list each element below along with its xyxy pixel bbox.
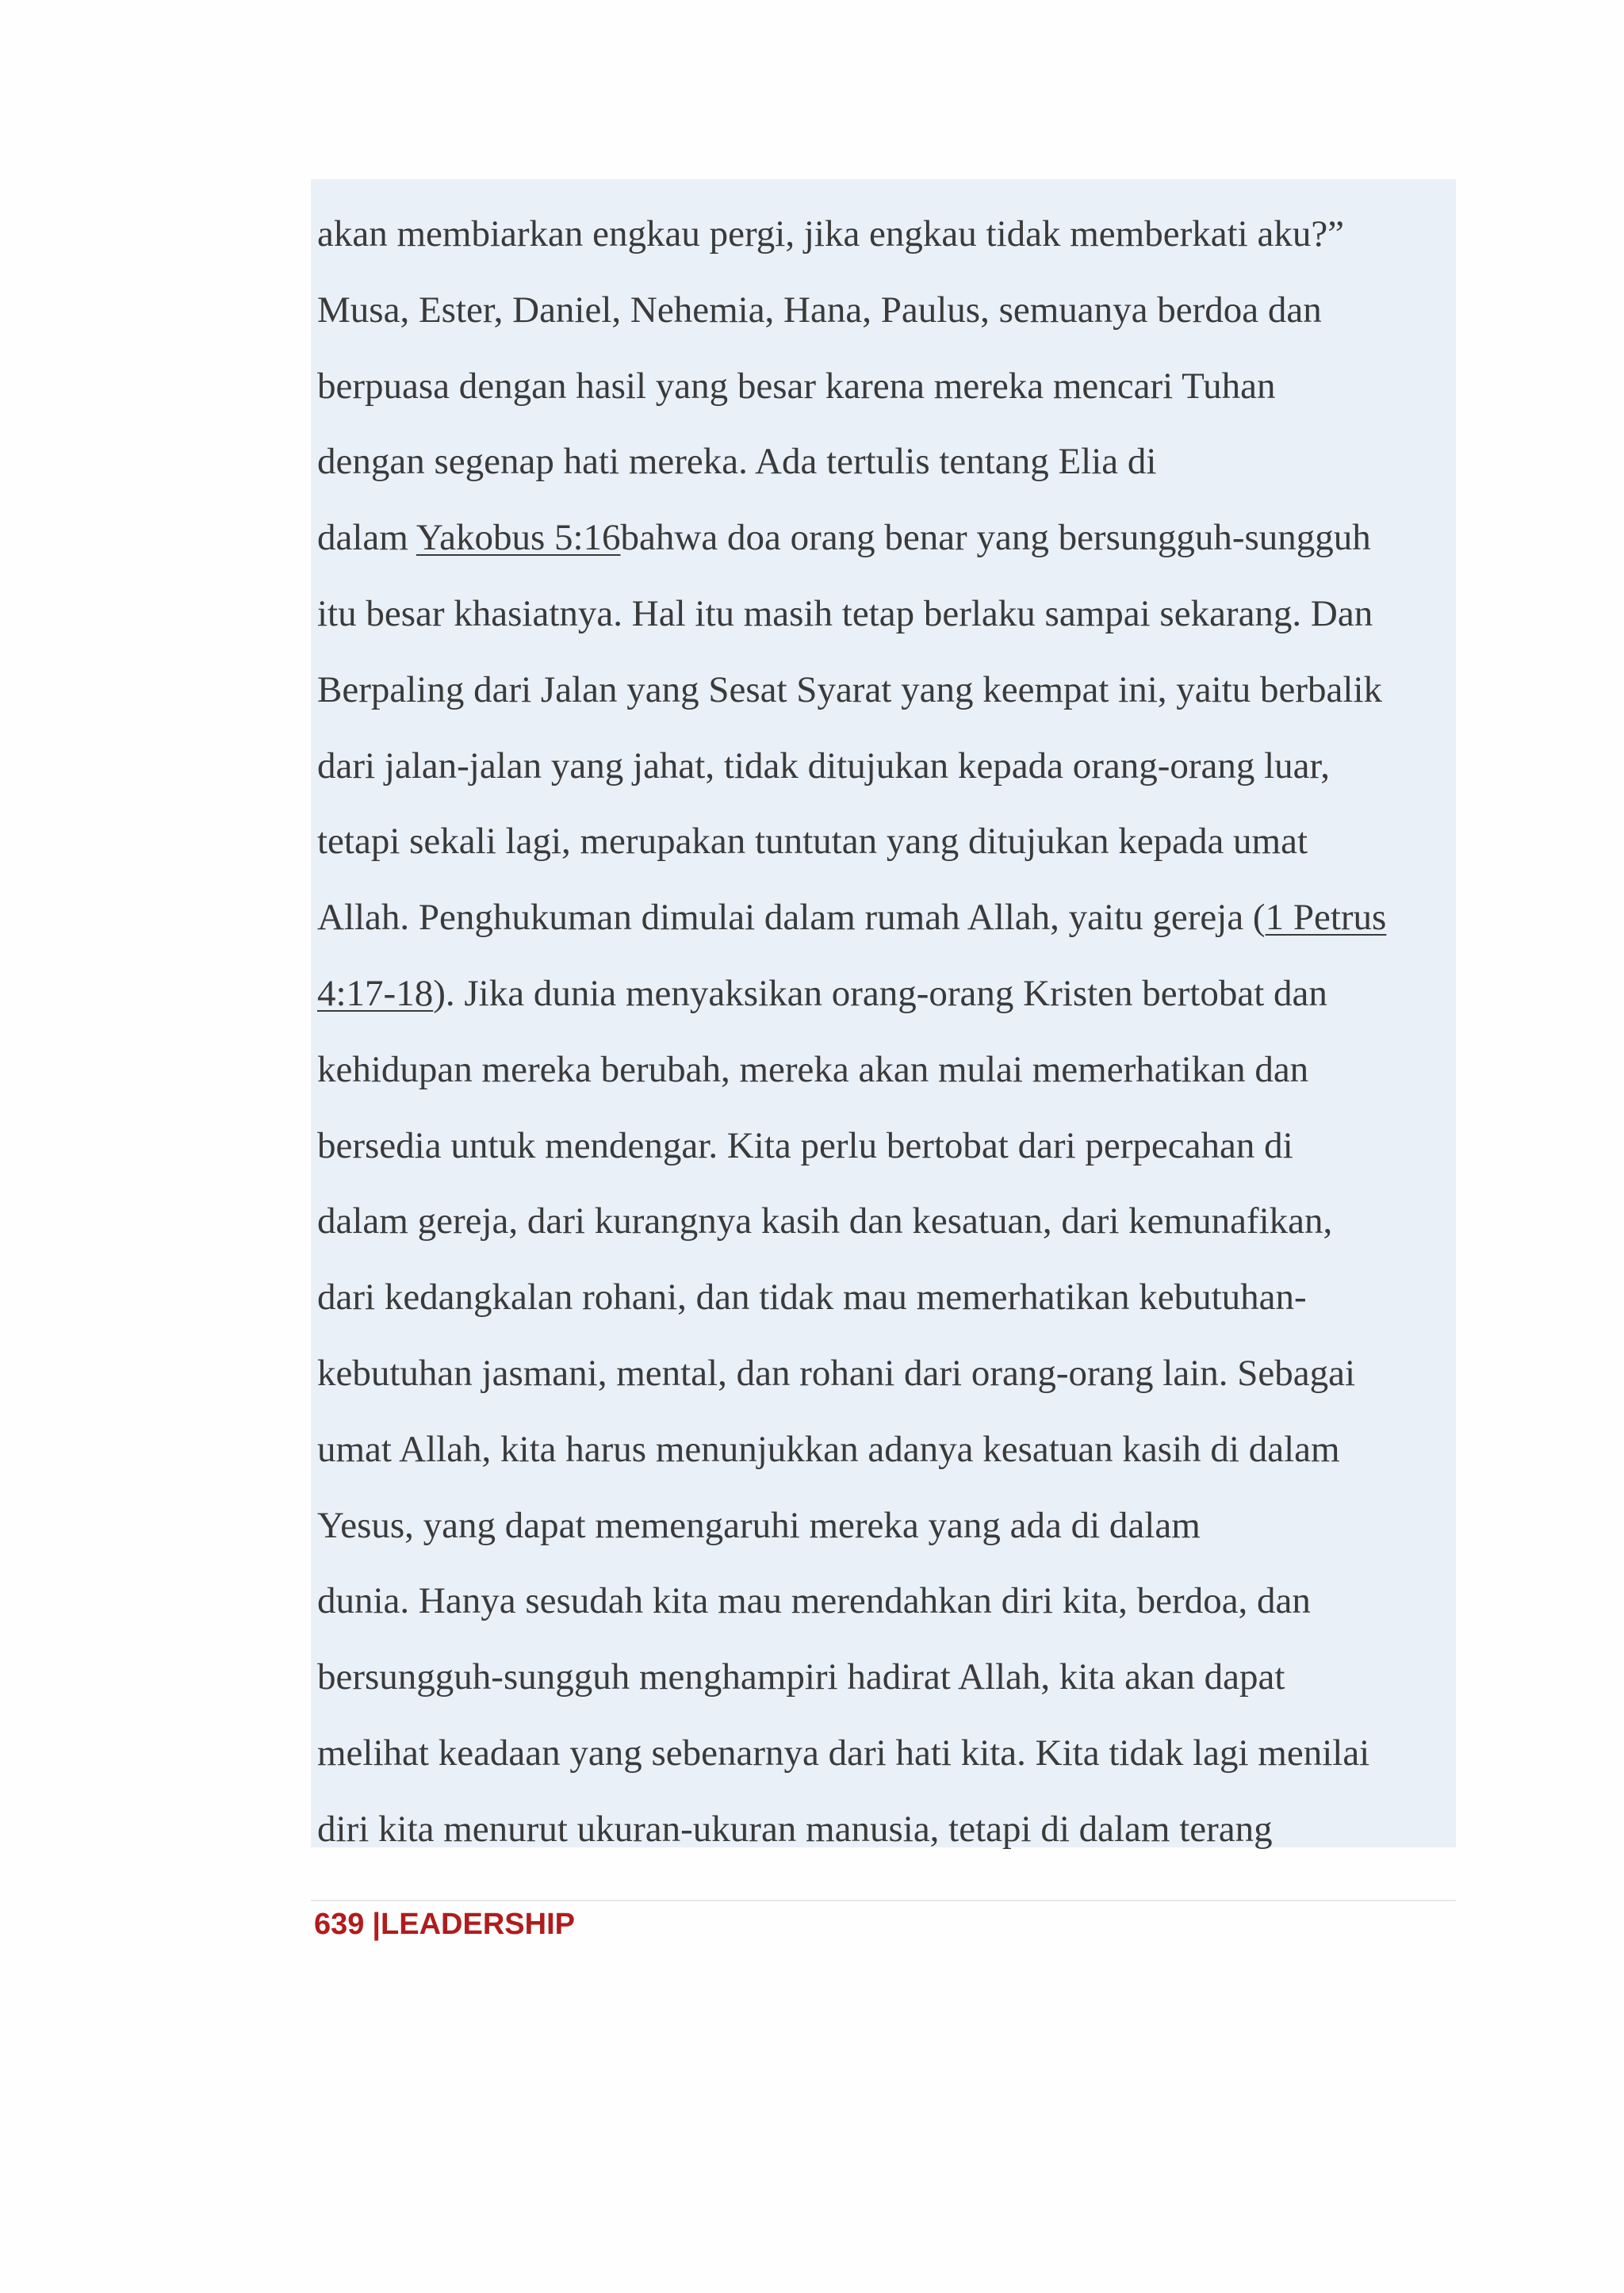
- footer-divider: [311, 1900, 1456, 1901]
- text-segment: Musa, Ester, Daniel, Nehemia, Hana, Paulus, semuanya berdoa dan: [317, 289, 1322, 331]
- text-line: [317, 362, 1456, 438]
- body-text-block: [311, 179, 1456, 1850]
- scripture-reference-link[interactable]: 1 Petrus: [1265, 897, 1387, 939]
- text-segment: Berpaling dari Jalan yang Sesat Syarat yang keempat ini, yaitu berbalik: [317, 668, 1383, 710]
- text-segment: umat Allah, kita harus menunjukkan adanya kesatuan kasih di dalam: [317, 1428, 1340, 1470]
- text-line: [317, 589, 1456, 665]
- text-line: [317, 1728, 1456, 1805]
- text-segment: dari kedangkalan rohani, dan tidak mau memerhatikan kebutuhan-: [317, 1277, 1307, 1319]
- text-line: [317, 1045, 1456, 1121]
- text-segment: tetapi sekali lagi, merupakan tuntutan yang ditujukan kepada umat: [317, 821, 1308, 863]
- text-segment: dalam gereja, dari kurangnya kasih dan kesatuan, dari kemunafikan,: [317, 1200, 1333, 1242]
- text-segment: dengan segenap hati mereka. Ada tertulis tentang Elia di: [317, 441, 1157, 483]
- text-segment: dunia. Hanya sesudah kita mau merendahkan diri kita, berdoa, dan: [317, 1580, 1311, 1622]
- text-line: [317, 209, 1456, 285]
- text-segment: diri kita menurut ukuran-ukuran manusia, tetapi di dalam terang: [317, 1808, 1273, 1850]
- text-line: [317, 969, 1456, 1045]
- text-line: [317, 1805, 1456, 1881]
- text-segment: ). Jika dunia menyaksikan orang-orang Kristen bertobat dan: [433, 972, 1327, 1014]
- text-line: [317, 1349, 1456, 1425]
- text-line: [317, 817, 1456, 893]
- footer-separator: |: [372, 1908, 381, 1941]
- scripture-reference-link[interactable]: 4:17-18: [317, 972, 434, 1014]
- text-line: [317, 1576, 1456, 1652]
- text-line: [317, 1501, 1456, 1577]
- text-segment: bersungguh-sungguh menghampiri hadirat Allah, kita akan dapat: [317, 1656, 1285, 1698]
- text-segment: Yesus, yang dapat memengaruhi mereka yang ada di dalam: [317, 1504, 1201, 1546]
- text-segment: dalam: [317, 517, 416, 559]
- text-segment: dari jalan-jalan yang jahat, tidak ditujukan kepada orang-orang luar,: [317, 745, 1331, 787]
- text-line: [317, 893, 1456, 969]
- text-line: [317, 437, 1456, 513]
- text-segment: akan membiarkan engkau pergi, jika engkau tidak memberkati aku?”: [317, 213, 1345, 255]
- text-line: [317, 1652, 1456, 1728]
- text-segment: melihat keadaan yang sebenarnya dari hati kita. Kita tidak lagi menilai: [317, 1732, 1370, 1774]
- text-line: [317, 1121, 1456, 1197]
- text-segment: bahwa doa orang benar yang bersungguh-sungguh: [620, 517, 1371, 559]
- text-line: [317, 1425, 1456, 1501]
- text-line: [317, 741, 1456, 817]
- text-line: [317, 513, 1456, 589]
- text-segment: Allah. Penghukuman dimulai dalam rumah Allah, yaitu gereja (: [317, 897, 1266, 939]
- text-segment: kebutuhan jasmani, mental, dan rohani dari orang-orang lain. Sebagai: [317, 1352, 1356, 1394]
- text-segment: kehidupan mereka berubah, mereka akan mulai memerhatikan dan: [317, 1048, 1309, 1090]
- page-number: 639: [314, 1908, 365, 1941]
- text-line: [317, 1273, 1456, 1349]
- text-line: [317, 285, 1456, 362]
- text-line: [317, 665, 1456, 741]
- scripture-reference-link[interactable]: Yakobus 5:16: [416, 517, 621, 559]
- text-segment: itu besar khasiatnya. Hal itu masih tetap berlaku sampai sekarang. Dan: [317, 592, 1373, 634]
- page-footer: [314, 1903, 575, 1946]
- text-line: [317, 1196, 1456, 1273]
- footer-section-title: LEADERSHIP: [381, 1908, 575, 1941]
- text-segment: berpuasa dengan hasil yang besar karena mereka mencari Tuhan: [317, 365, 1276, 407]
- text-segment: bersedia untuk mendengar. Kita perlu bertobat dari perpecahan di: [317, 1124, 1293, 1166]
